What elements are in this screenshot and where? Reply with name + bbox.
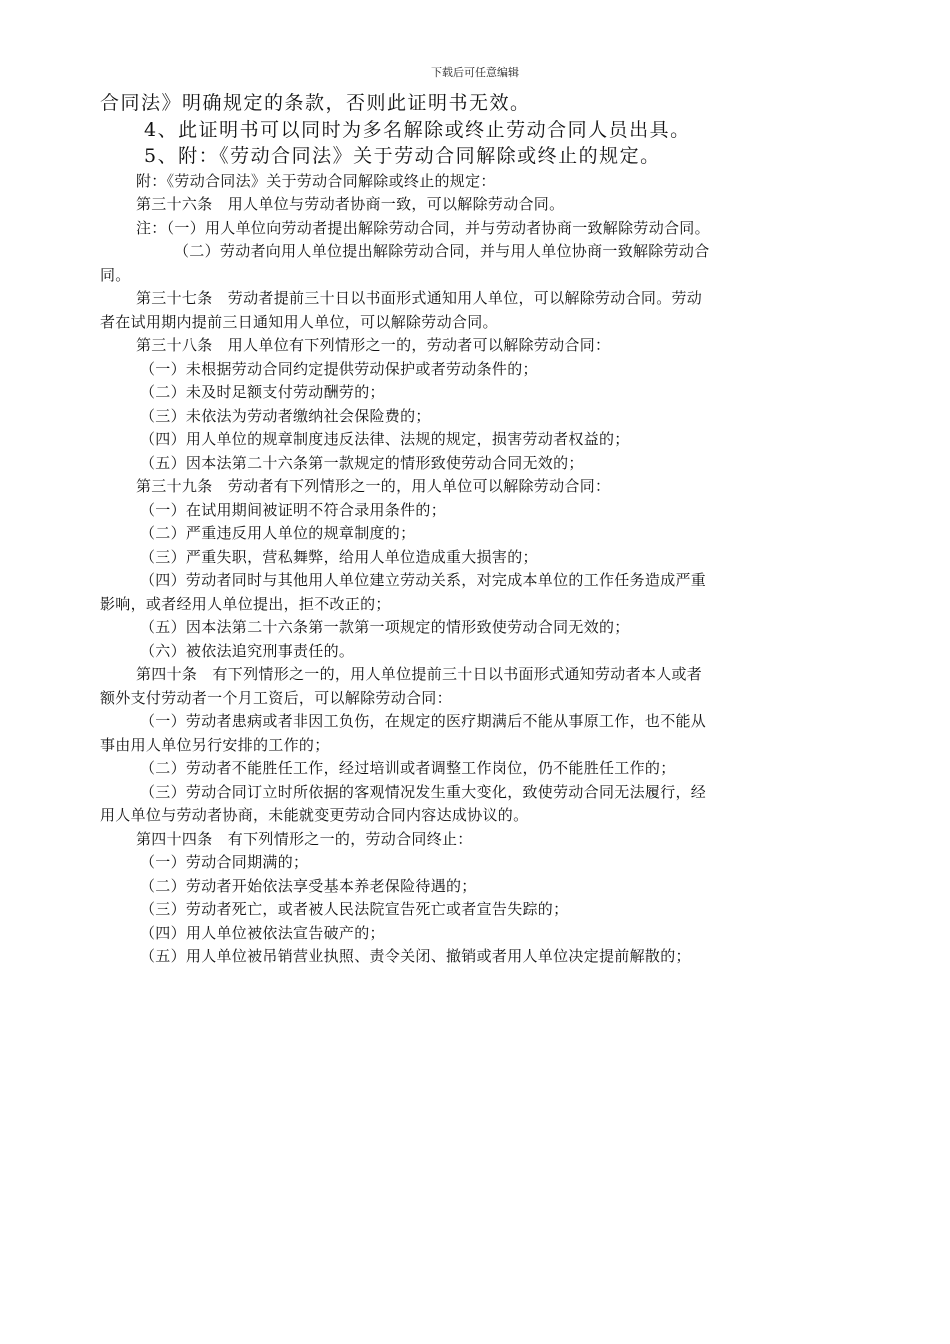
list-item: （一）未根据劳动合同约定提供劳动保护或者劳动条件的； — [140, 359, 538, 378]
list-item-cont: 事由用人单位另行安排的工作的； — [100, 735, 330, 754]
document-body — [100, 90, 860, 969]
list-item: （四）劳动者同时与其他用人单位建立劳动关系，对完成本单位的工作任务造成严重 — [140, 571, 707, 589]
list-item: （五）因本法第二十六条第一款规定的情形致使劳动合同无效的； — [140, 453, 584, 472]
note-item-4: 4、此证明书可以同时为多名解除或终止劳动合同人员出具。 — [144, 118, 691, 141]
list-item: （三）劳动合同订立时所依据的客观情况发生重大变化，致使劳动合同无法履行，经 — [140, 782, 707, 801]
article-36-note-2-cont: 同。 — [100, 265, 131, 284]
list-item: （四）用人单位的规章制度违反法律、法规的规定，损害劳动者权益的； — [140, 430, 630, 448]
article-39: 第三十九条 劳动者有下列情形之一的，用人单位可以解除劳动合同： — [136, 477, 611, 495]
list-item: （二）劳动者不能胜任工作，经过培训或者调整工作岗位，仍不能胜任工作的； — [140, 759, 676, 777]
article-38: 第三十八条 用人单位有下列情形之一的，劳动者可以解除劳动合同： — [136, 336, 611, 354]
list-item-cont: 用人单位与劳动者协商，未能就变更劳动合同内容达成协议的。 — [100, 806, 529, 824]
list-item: （二）未及时足额支付劳动酬劳的； — [140, 383, 385, 401]
list-item: （一）劳动者患病或者非因工负伤，在规定的医疗期满后不能从事原工作，也不能从 — [140, 712, 707, 730]
article-37: 第三十七条 劳动者提前三十日以书面形式通知用人单位，可以解除劳动合同。劳动 — [136, 289, 703, 307]
list-item: （六）被依法追究刑事责任的。 — [140, 641, 355, 660]
article-37-cont: 者在试用期内提前三日通知用人单位，可以解除劳动合同。 — [100, 312, 498, 331]
list-item: （五）因本法第二十六条第一款第一项规定的情形致使劳动合同无效的； — [140, 618, 630, 636]
list-item: （五）用人单位被吊销营业执照、责令关闭、撤销或者用人单位决定提前解散的； — [140, 947, 691, 965]
article-36: 第三十六条 用人单位与劳动者协商一致，可以解除劳动合同。 — [136, 195, 565, 213]
list-item: （一）劳动合同期满的； — [140, 853, 309, 871]
appendix-heading: 附：《劳动合同法》关于劳动合同解除或终止的规定： — [136, 171, 496, 190]
note-item-5: 5、附：《劳动合同法》关于劳动合同解除或终止的规定。 — [144, 145, 661, 167]
clause-continuation: 合同法》明确规定的条款，否则此证明书无效。 — [100, 92, 531, 114]
list-item: （三）劳动者死亡，或者被人民法院宣告死亡或者宣告失踪的； — [140, 900, 569, 918]
article-36-note-1: 注：（一）用人单位向劳动者提出解除劳动合同，并与劳动者协商一致解除劳动合同。 — [136, 218, 710, 237]
list-item: （三）未依法为劳动者缴纳社会保险费的； — [140, 406, 431, 425]
article-36-note-2: （二）劳动者向用人单位提出解除劳动合同，并与用人单位协商一致解除劳动合 — [174, 242, 710, 260]
list-item: （二）劳动者开始依法享受基本养老保险待遇的； — [140, 876, 477, 895]
page-header: 下载后可任意编辑 — [431, 66, 519, 79]
list-item: （三）严重失职，营私舞弊，给用人单位造成重大损害的； — [140, 547, 538, 566]
list-item: （一）在试用期间被证明不符合录用条件的； — [140, 500, 447, 519]
article-40-cont: 额外支付劳动者一个月工资后，可以解除劳动合同： — [100, 688, 452, 707]
article-44: 第四十四条 有下列情形之一的，劳动合同终止： — [136, 829, 473, 848]
list-item-cont: 影响，或者经用人单位提出，拒不改正的； — [100, 594, 391, 613]
article-40: 第四十条 有下列情形之一的，用人单位提前三十日以书面形式通知劳动者本人或者 — [136, 665, 703, 683]
list-item: （二）严重违反用人单位的规章制度的； — [140, 524, 416, 542]
list-item: （四）用人单位被依法宣告破产的； — [140, 923, 385, 942]
